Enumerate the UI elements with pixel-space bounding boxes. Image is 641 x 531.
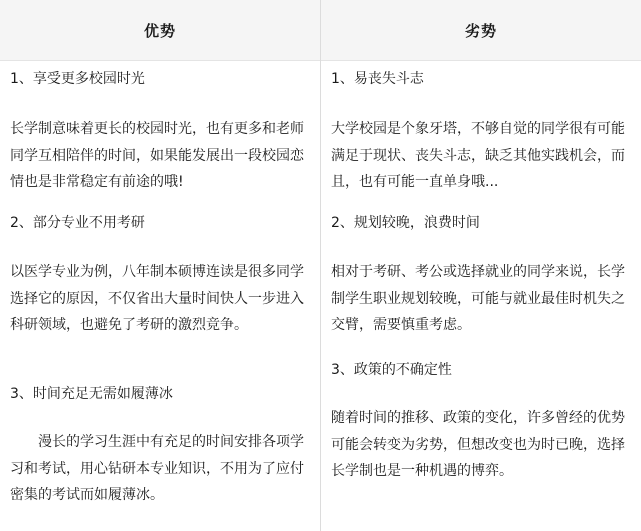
disadvantage-2-body: 相对于考研、考公或选择就业的同学来说，长学制学生职业规划较晚，可能与就业最佳时机失之交臂，需要慎重考虑。 [331, 264, 625, 333]
disadvantage-2-title: 2、规划较晚，浪费时间 [331, 215, 480, 231]
advantage-3-body: 漫长的学习生涯中有充足的时间安排各项学习和考试，用心钻研本专业知识，不用为了应付密集的考试而如履薄冰。 [10, 434, 304, 503]
disadvantage-1-body: 大学校园是个象牙塔，不够自觉的同学很有可能满足于现状、丧失斗志，缺乏其他实践机会，而且，也有可能一直单身哦... [331, 121, 625, 190]
advantage-2-title: 2、部分专业不用考研 [10, 215, 145, 231]
disadvantages-column [321, 0, 641, 531]
advantages-header: 优势 [0, 0, 320, 61]
disadvantage-1-title: 1、易丧失斗志 [331, 71, 424, 87]
advantage-2-body: 以医学专业为例，八年制本硕博连读是很多同学选择它的原因，不仅省出大量时间快人一步进入科研领域，也避免了考研的激烈竞争。 [10, 264, 304, 333]
disadvantage-3-title: 3、政策的不确定性 [331, 362, 452, 378]
advantage-1-title: 1、享受更多校园时光 [10, 71, 145, 87]
advantage-3-title: 3、时间充足无需如履薄冰 [10, 386, 173, 402]
disadvantage-3-body: 随着时间的推移、政策的变化，许多曾经的优势可能会转变为劣势，但想改变也为时已晚，选择长学制也是一种机遇的博弈。 [331, 410, 625, 479]
disadvantages-header: 劣势 [321, 0, 641, 61]
advantage-1-body: 长学制意味着更长的校园时光，也有更多和老师同学互相陪伴的时间，如果能发展出一段校园恋情也是非常稳定有前途的哦! [10, 121, 304, 190]
